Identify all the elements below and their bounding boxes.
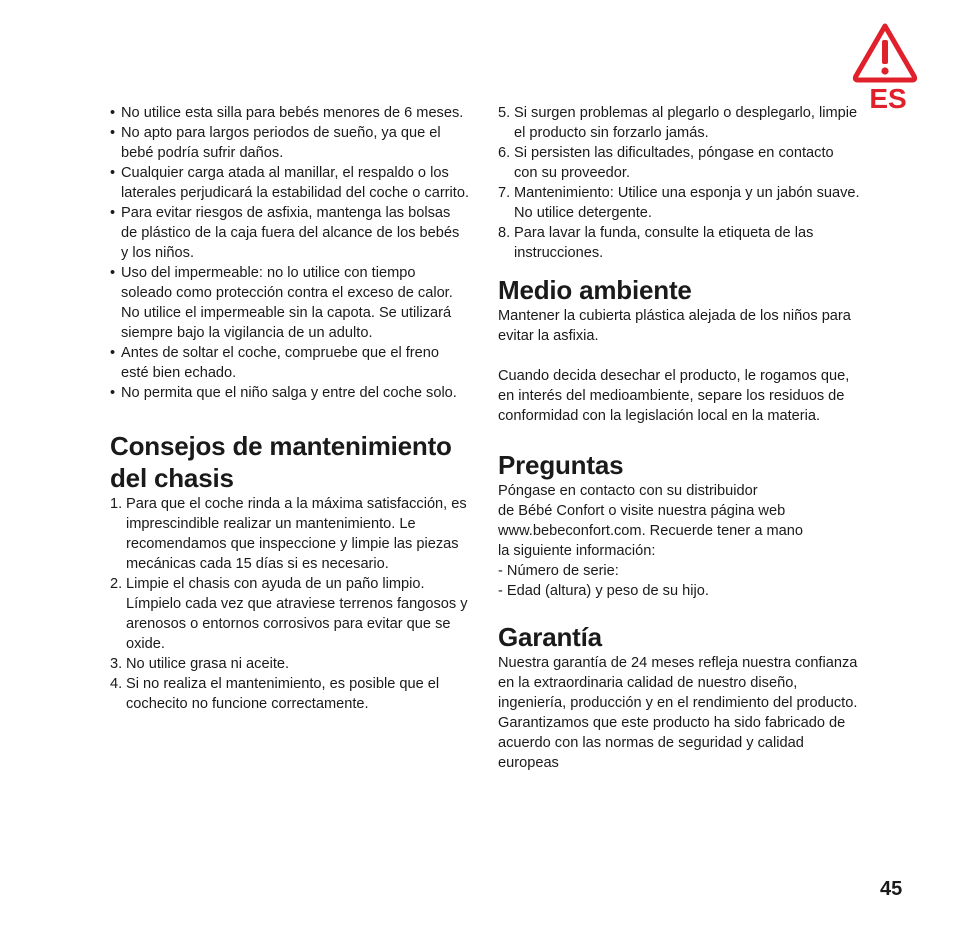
text-line: - Edad (altura) y peso de su hijo. xyxy=(498,583,709,599)
maintenance-steps-continued xyxy=(498,103,860,263)
list-item: • Cualquier carga atada al manillar, el respaldo o los laterales perjudicará la estabilidad del coche o carrito. xyxy=(110,163,470,203)
text-line: de Bébé Confort o visite nuestra página web xyxy=(498,503,786,519)
list-item: • No apto para largos periodos de sueño, ya que el bebé podría sufrir daños. xyxy=(110,123,470,163)
step-text: Si no realiza el mantenimiento, es posible que el cochecito no funcione correctamente. xyxy=(126,676,440,712)
list-item: • No utilice esta silla para bebés menores de 6 meses. xyxy=(110,103,470,123)
step-number: 2. xyxy=(110,576,123,592)
text-line: Póngase en contacto con su distribuidor xyxy=(498,483,758,499)
language-code: ES xyxy=(869,83,907,114)
list-item xyxy=(498,183,860,223)
maintenance-heading: Consejos de mantenimiento del chasis xyxy=(110,431,452,493)
text-line: la siguiente información: xyxy=(498,543,656,559)
warranty-heading: Garantía xyxy=(498,622,602,652)
list-item xyxy=(498,103,860,143)
text-line: - Número de serie: xyxy=(498,563,619,579)
questions-heading: Preguntas xyxy=(498,450,624,480)
step-text: Limpie el chasis con ayuda de un paño limpio. Límpielo cada vez que atraviese terrenos fangosos y arenosos o entornos corrosivos para evitar que se oxide. xyxy=(126,576,468,652)
list-item xyxy=(110,674,470,714)
list-item: • No permita que el niño salga y entre del coche solo. xyxy=(110,383,470,403)
step-text: Si surgen problemas al plegarlo o desplegarlo, limpie el producto sin forzarlo jamás. xyxy=(514,105,858,141)
step-number: 8. xyxy=(498,225,511,241)
step-text: Mantenimiento: Utilice una esponja y un jabón suave. No utilice detergente. xyxy=(514,185,860,221)
safety-warnings-list xyxy=(110,103,470,403)
step-text: Para lavar la funda, consulte la etiqueta de las instrucciones. xyxy=(514,225,814,261)
list-item: • Para evitar riesgos de asfixia, mantenga las bolsas de plástico de la caja fuera del alcance de los bebés y los niños. xyxy=(110,203,470,263)
step-number: 4. xyxy=(110,676,123,692)
step-text: No utilice grasa ni aceite. xyxy=(126,656,290,672)
list-item xyxy=(110,654,470,674)
step-number: 6. xyxy=(498,145,511,161)
text-line: www.bebeconfort.com. Recuerde tener a mano xyxy=(498,523,804,539)
left-column xyxy=(110,103,470,714)
step-text: Si persisten las dificultades, póngase en contacto con su proveedor. xyxy=(514,145,834,181)
step-text: Para que el coche rinda a la máxima satisfacción, es imprescindible realizar un mantenimiento. Le recomendamos que inspeccione y limpie las piezas mecánicas cada 15 días si es necesario. xyxy=(126,496,467,572)
step-number: 3. xyxy=(110,656,123,672)
step-number: 5. xyxy=(498,105,511,121)
list-item xyxy=(110,494,470,574)
list-item xyxy=(498,143,860,183)
page-number: 45 xyxy=(880,878,903,900)
warranty-paragraph: Nuestra garantía de 24 meses refleja nuestra confianza en la extraordinaria calidad de nuestro diseño, ingeniería, producción y en el rendimiento del producto. Garantizamos que este producto ha sido fabricado de acuerdo con las normas de seguridad y calidad europeas xyxy=(498,655,858,771)
list-item: • Uso del impermeable: no lo utilice con tiempo soleado como protección contra el exceso de calor. No utilice el impermeable sin la capota. Se utilizará siempre bajo la vigilancia de un adulto. xyxy=(110,263,470,343)
step-number: 7. xyxy=(498,185,511,201)
list-item xyxy=(498,223,860,263)
environment-paragraph: Cuando decida desechar el producto, le rogamos que, en interés del medioambiente, separe los residuos de conformidad con la legislación local en la materia. xyxy=(498,368,850,424)
list-item: • Antes de soltar el coche, compruebe que el freno esté bien echado. xyxy=(110,343,470,383)
environment-heading: Medio ambiente xyxy=(498,275,692,305)
step-number: 1. xyxy=(110,496,123,512)
list-item xyxy=(110,574,470,654)
right-column xyxy=(498,103,860,773)
maintenance-steps-list xyxy=(110,494,470,714)
questions-text xyxy=(498,481,860,601)
environment-paragraph: Mantener la cubierta plástica alejada de los niños para evitar la asfixia. xyxy=(498,308,851,344)
